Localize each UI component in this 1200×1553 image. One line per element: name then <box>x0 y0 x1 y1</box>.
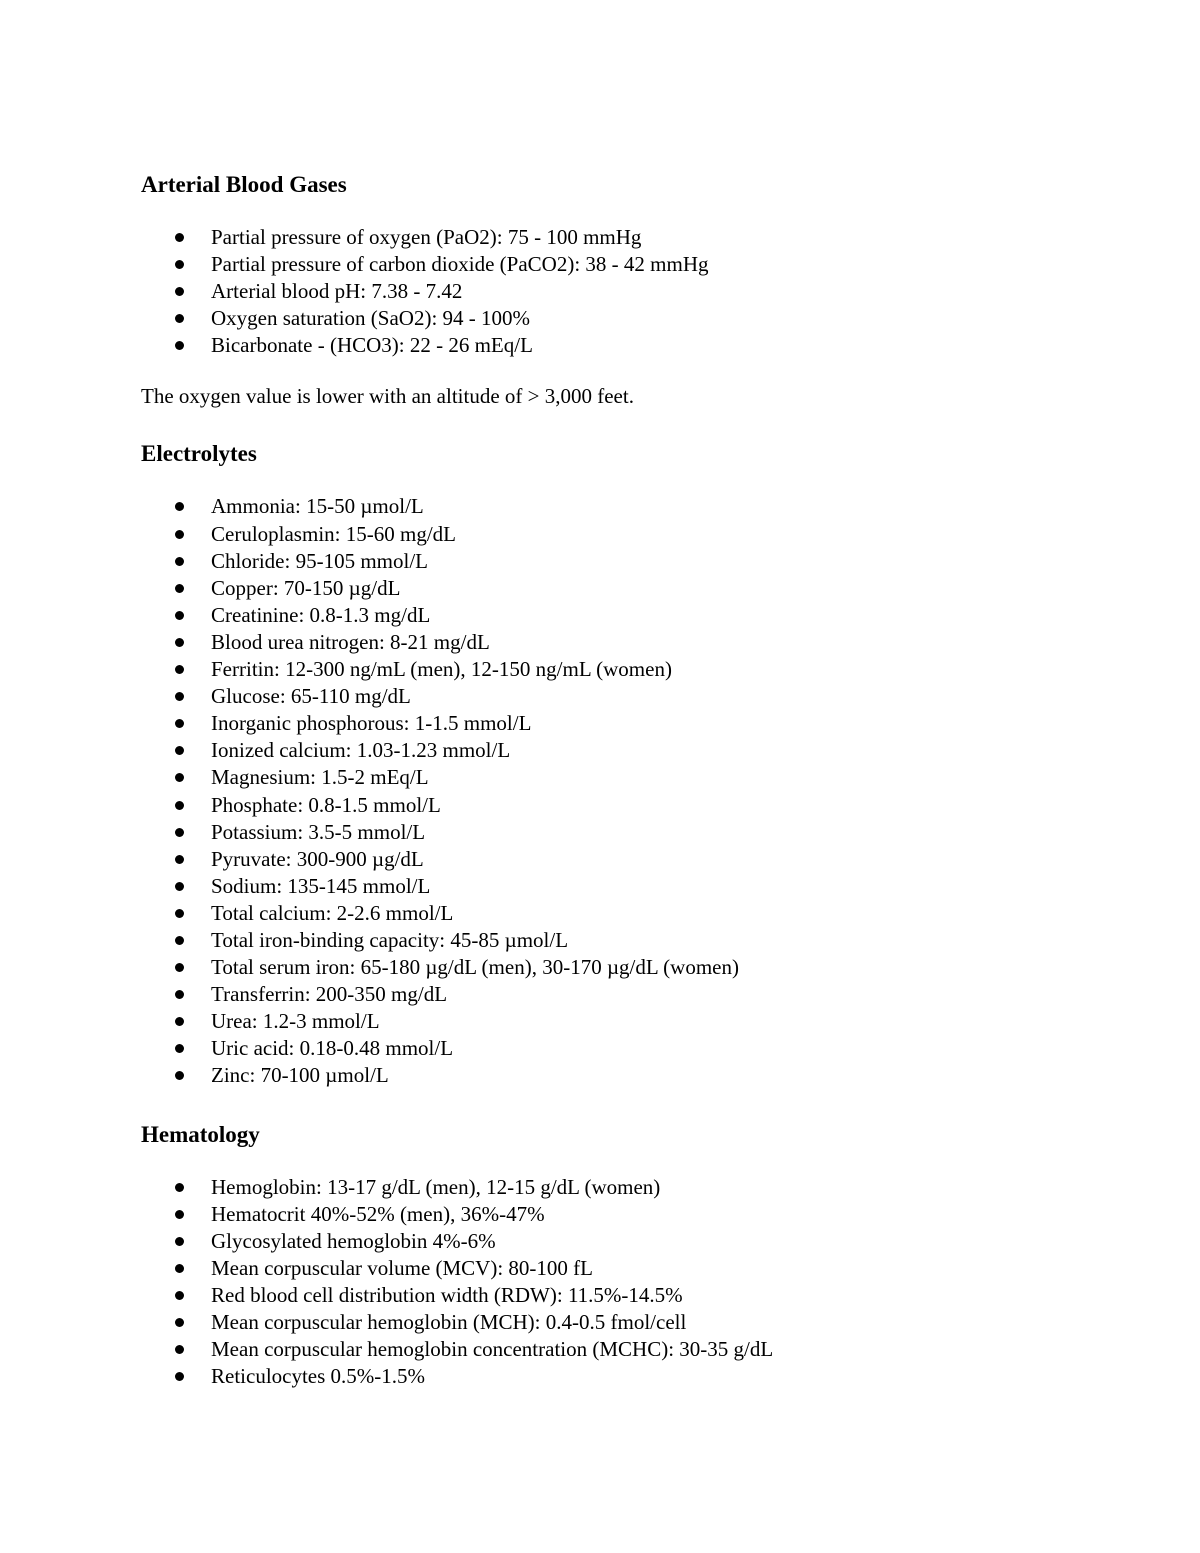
bullet-icon <box>175 530 184 539</box>
list-item <box>141 954 1141 981</box>
bullet-icon <box>175 719 184 728</box>
list-item <box>141 332 1141 359</box>
list-item <box>141 792 1141 819</box>
list-item <box>141 251 1141 278</box>
bullet-icon <box>175 801 184 810</box>
list-item <box>141 927 1141 954</box>
list-item <box>141 1035 1141 1062</box>
list-item <box>141 846 1141 873</box>
list-item <box>141 819 1141 846</box>
section-heading-hematology: Hematology <box>141 1121 260 1147</box>
list-item <box>141 981 1141 1008</box>
document-page <box>141 169 1141 1390</box>
list-item-text: Chloride: 95-105 mmol/L <box>211 548 428 573</box>
list-item-text: Mean corpuscular volume (MCV): 80-100 fL <box>211 1255 593 1280</box>
bullet-icon <box>175 314 184 323</box>
bullet-icon <box>175 233 184 242</box>
bullet-icon <box>175 1345 184 1354</box>
list-item-text: Bicarbonate - (HCO3): 22 - 26 mEq/L <box>211 333 533 358</box>
bullet-icon <box>175 692 184 701</box>
bullet-icon <box>175 584 184 593</box>
list-item <box>141 683 1141 710</box>
list-item-text: Inorganic phosphorous: 1-1.5 mmol/L <box>211 711 532 736</box>
list-item-text: Ceruloplasmin: 15-60 mg/dL <box>211 521 456 546</box>
list-item <box>141 1309 1141 1336</box>
list-item-text: Urea: 1.2-3 mmol/L <box>211 1009 380 1034</box>
bullet-icon <box>175 990 184 999</box>
bullet-icon <box>175 773 184 782</box>
bullet-icon <box>175 936 184 945</box>
list-item <box>141 521 1141 548</box>
bullet-icon <box>175 909 184 918</box>
list-item <box>141 305 1141 332</box>
list-item-text: Sodium: 135-145 mmol/L <box>211 873 431 898</box>
list-item-text: Partial pressure of carbon dioxide (PaCO2): 38 - 42 mmHg <box>211 252 709 277</box>
bullet-icon <box>175 502 184 511</box>
list-item-text: Ammonia: 15-50 µmol/L <box>211 494 424 519</box>
bullet-icon <box>175 1291 184 1300</box>
altitude-note: The oxygen value is lower with an altitude of > 3,000 feet. <box>141 384 634 409</box>
list-item-text: Total serum iron: 65-180 µg/dL (men), 30-170 µg/dL (women) <box>211 955 739 980</box>
list-item <box>141 656 1141 683</box>
bullet-icon <box>175 260 184 269</box>
list-item-text: Magnesium: 1.5-2 mEq/L <box>211 765 429 790</box>
bullet-icon <box>175 828 184 837</box>
bullet-icon <box>175 1044 184 1053</box>
list-item-text: Red blood cell distribution width (RDW): 11.5%-14.5% <box>211 1282 683 1307</box>
bullet-icon <box>175 1264 184 1273</box>
bullet-icon <box>175 287 184 296</box>
list-item-text: Pyruvate: 300-900 µg/dL <box>211 846 424 871</box>
list-item <box>141 1062 1141 1089</box>
list-item-text: Oxygen saturation (SaO2): 94 - 100% <box>211 306 531 331</box>
list-item-text: Phosphate: 0.8-1.5 mmol/L <box>211 792 441 817</box>
list-item-text: Ionized calcium: 1.03-1.23 mmol/L <box>211 738 511 763</box>
bullet-icon <box>175 557 184 566</box>
list-item-text: Total calcium: 2-2.6 mmol/L <box>211 900 454 925</box>
bullet-icon <box>175 341 184 350</box>
list-item-text: Zinc: 70-100 µmol/L <box>211 1063 389 1088</box>
list-item-text: Hematocrit 40%-52% (men), 36%-47% <box>211 1201 545 1226</box>
list-item-text: Partial pressure of oxygen (PaO2): 75 - 100 mmHg <box>211 225 642 249</box>
list-item <box>141 548 1141 575</box>
bullet-icon <box>175 882 184 891</box>
list-item-text: Glucose: 65-110 mg/dL <box>211 684 411 709</box>
list-item <box>141 1201 1141 1228</box>
list-item-text: Ferritin: 12-300 ng/mL (men), 12-150 ng/mL (women) <box>211 657 672 682</box>
bullet-icon <box>175 1071 184 1080</box>
bullet-icon <box>175 611 184 620</box>
list-item-text: Mean corpuscular hemoglobin concentration (MCHC): 30-35 g/dL <box>211 1337 774 1362</box>
bullet-icon <box>175 1210 184 1219</box>
list-item-text: Uric acid: 0.18-0.48 mmol/L <box>211 1036 454 1061</box>
list-item <box>141 629 1141 656</box>
list-item-text: Glycosylated hemoglobin 4%-6% <box>211 1228 496 1253</box>
list-item <box>141 1174 1141 1201</box>
list-item <box>141 1282 1141 1309</box>
bullet-icon <box>175 638 184 647</box>
list-item-text: Hemoglobin: 13-17 g/dL (men), 12-15 g/dL (women) <box>211 1174 661 1199</box>
list-item <box>141 710 1141 737</box>
list-item <box>141 278 1141 305</box>
list-item <box>141 764 1141 791</box>
spacer <box>141 1090 1141 1119</box>
list-item <box>141 900 1141 927</box>
list-item-text: Reticulocytes 0.5%-1.5% <box>211 1364 426 1389</box>
list-item-text: Copper: 70-150 µg/dL <box>211 575 401 600</box>
bullet-icon <box>175 855 184 864</box>
list-item-text: Total iron-binding capacity: 45-85 µmol/L <box>211 927 569 952</box>
list-hematology <box>141 1174 1141 1391</box>
bullet-icon <box>175 665 184 674</box>
spacer <box>141 410 1141 438</box>
list-item <box>141 1228 1141 1255</box>
list-item <box>141 224 1141 251</box>
bullet-icon <box>175 1372 184 1381</box>
list-item-text: Blood urea nitrogen: 8-21 mg/dL <box>211 629 490 654</box>
list-item-text: Mean corpuscular hemoglobin (MCH): 0.4-0.5 fmol/cell <box>211 1310 687 1334</box>
list-item <box>141 493 1141 520</box>
list-item <box>141 575 1141 602</box>
list-item <box>141 1363 1141 1390</box>
section-heading-arterial-blood-gases: Arterial Blood Gases <box>141 172 347 197</box>
bullet-icon <box>175 1237 184 1246</box>
list-item <box>141 737 1141 764</box>
bullet-icon <box>175 1183 184 1192</box>
list-item <box>141 602 1141 629</box>
list-item <box>141 1336 1141 1363</box>
list-arterial-blood-gases <box>141 224 1141 359</box>
section-heading-electrolytes: Electrolytes <box>141 441 257 467</box>
list-item-text: Potassium: 3.5-5 mmol/L <box>211 819 426 844</box>
list-item-text: Creatinine: 0.8-1.3 mg/dL <box>211 602 431 627</box>
bullet-icon <box>175 746 184 755</box>
bullet-icon <box>175 963 184 972</box>
bullet-icon <box>175 1318 184 1327</box>
list-item <box>141 1008 1141 1035</box>
list-item-text: Transferrin: 200-350 mg/dL <box>211 982 448 1007</box>
list-electrolytes <box>141 493 1141 1089</box>
bullet-icon <box>175 1017 184 1026</box>
list-item <box>141 873 1141 900</box>
list-item-text: Arterial blood pH: 7.38 - 7.42 <box>211 279 463 304</box>
list-item <box>141 1255 1141 1282</box>
